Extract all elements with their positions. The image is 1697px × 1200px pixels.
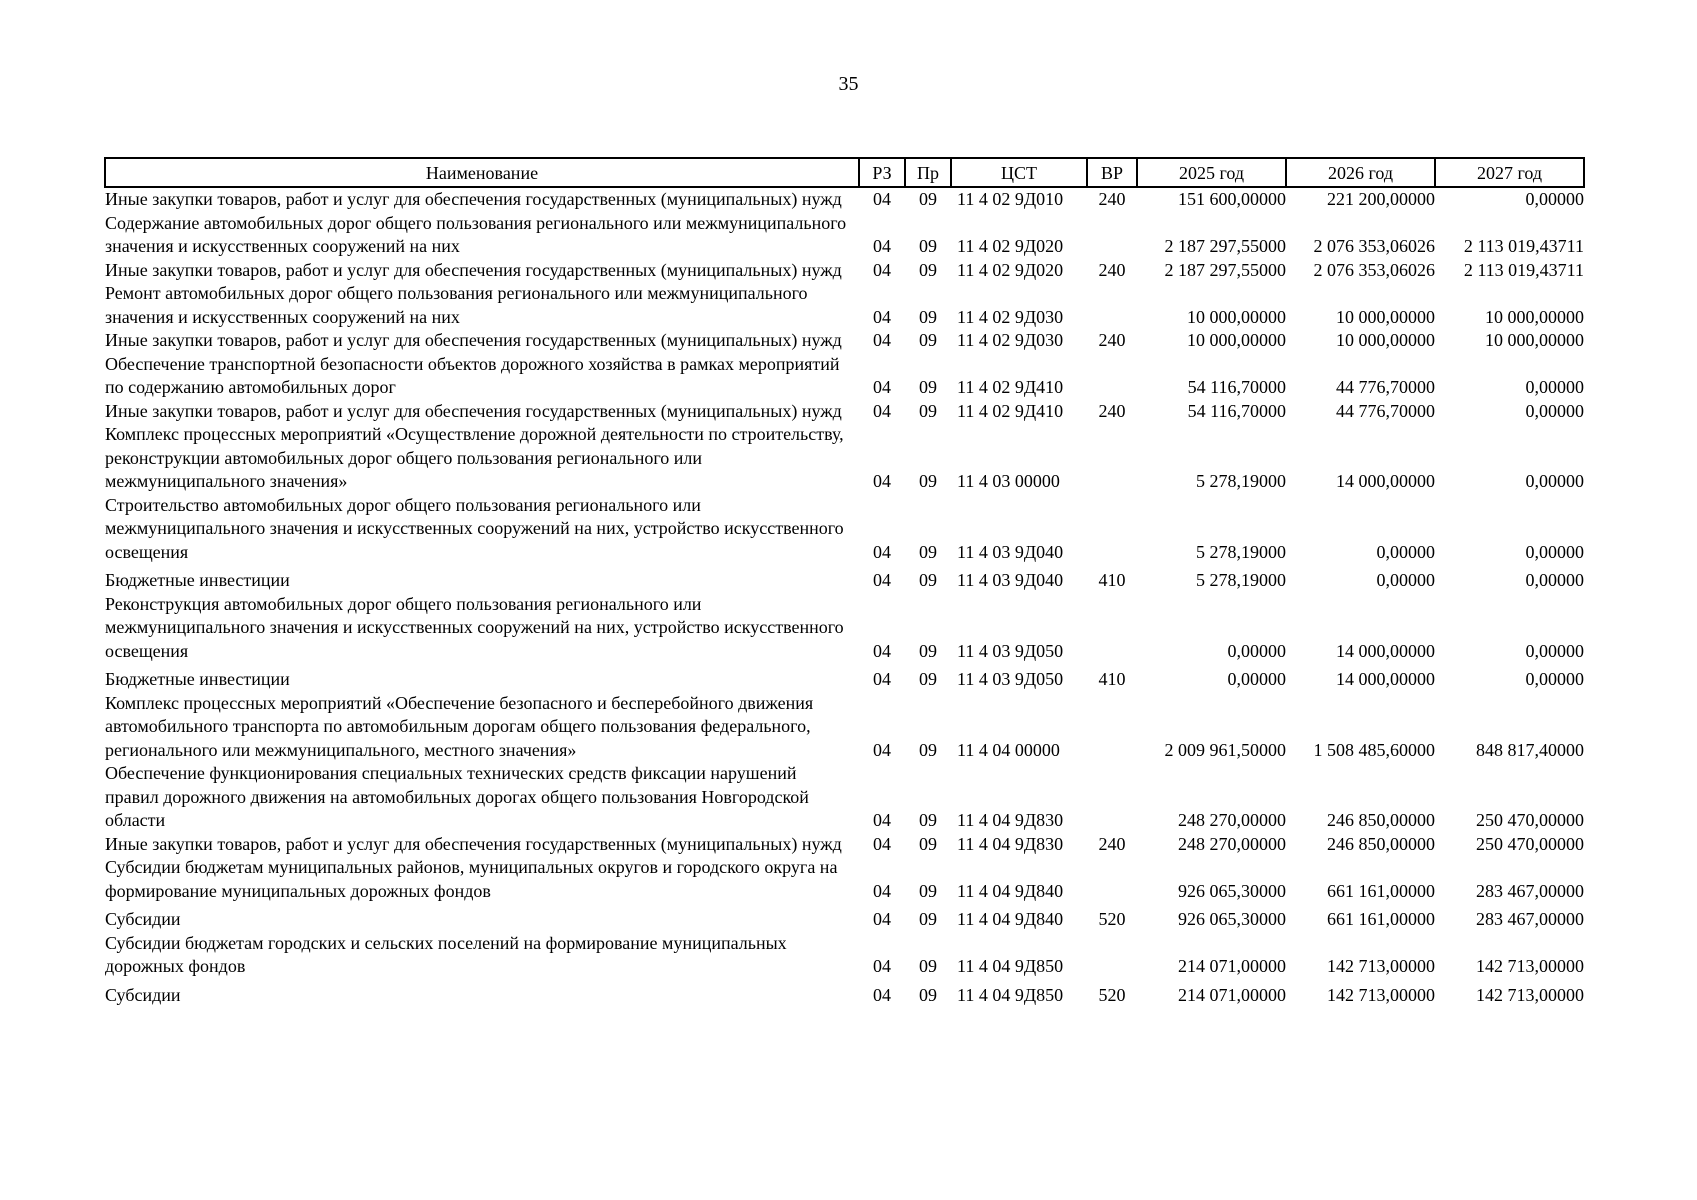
row-pr: 09	[919, 669, 937, 689]
row-2025: 10 000,00000	[1187, 306, 1286, 327]
header-2027: 2027 год	[1435, 158, 1584, 187]
row-cst: 11 4 02 9Д410	[957, 377, 1064, 397]
row-vr: 410	[1098, 570, 1126, 590]
row-name: Иные закупки товаров, работ и услуг для обеспечения государственных (муниципальных) нужд	[105, 400, 842, 421]
row-name: Строительство автомобильных дорог общего пользования регионального или межмуниципального значения и искусственных сооружений на них, устройство искусственного освещения	[105, 494, 844, 562]
table-row	[105, 903, 1584, 932]
row-rz: 04	[873, 570, 891, 590]
row-rz: 04	[873, 189, 891, 209]
row-2025: 214 071,00000	[1178, 956, 1286, 976]
row-pr: 09	[919, 377, 937, 397]
row-cst: 11 4 04 9Д850	[957, 956, 1064, 976]
row-2026: 661 161,00000	[1327, 909, 1435, 929]
row-name: Комплекс процессных мероприятий «Обеспечение безопасного и бесперебойного движения автомобильного транспорта по автомобильным дорогам общего пользования федерального, регионального или межмуниципального, местного значения»	[105, 692, 814, 760]
row-rz: 04	[873, 669, 891, 689]
row-cst: 11 4 04 9Д830	[957, 833, 1064, 854]
row-2026: 14 000,00000	[1336, 669, 1435, 689]
row-name: Субсидии	[105, 984, 181, 1005]
row-name: Субсидии бюджетам городских и сельских поселений на формирование муниципальных дорожных фондов	[105, 932, 787, 976]
row-name: Субсидии	[105, 909, 181, 929]
row-2025: 151 600,00000	[1178, 189, 1286, 209]
table-row	[105, 762, 1584, 833]
table-row	[105, 212, 1584, 259]
row-rz: 04	[873, 400, 891, 421]
header-row	[105, 158, 1584, 187]
row-rz: 04	[873, 471, 891, 491]
row-2026: 142 713,00000	[1327, 956, 1435, 976]
table-row	[105, 593, 1584, 664]
row-rz: 04	[873, 640, 891, 661]
row-2025: 5 278,19000	[1196, 471, 1286, 491]
row-name: Обеспечение функционирования специальных технических средств фиксации нарушений правил дорожного движения на автомобильных дорогах общего пользования Новгородской области	[105, 763, 809, 830]
row-2027: 142 713,00000	[1476, 984, 1584, 1005]
row-2026: 221 200,00000	[1327, 189, 1435, 209]
row-cst: 11 4 02 9Д030	[957, 306, 1064, 327]
row-name: Ремонт автомобильных дорог общего пользования регионального или межмуниципального значения и искусственных сооружений на них	[105, 283, 808, 327]
row-rz: 04	[873, 739, 891, 760]
row-rz: 04	[873, 984, 891, 1005]
row-2027: 10 000,00000	[1485, 330, 1584, 350]
row-2025: 5 278,19000	[1196, 570, 1286, 590]
row-2027: 250 470,00000	[1476, 833, 1584, 854]
row-cst: 11 4 02 9Д010	[957, 189, 1064, 209]
row-pr: 09	[919, 909, 937, 929]
row-2025: 926 065,30000	[1178, 880, 1286, 901]
row-2027: 0,00000	[1525, 400, 1584, 421]
row-2026: 44 776,70000	[1336, 377, 1435, 397]
row-cst: 11 4 03 9Д040	[957, 570, 1064, 590]
row-2027: 283 467,00000	[1476, 909, 1584, 929]
row-cst: 11 4 04 9Д830	[957, 810, 1064, 830]
row-vr: 520	[1098, 909, 1126, 929]
row-vr: 240	[1098, 330, 1126, 350]
row-2025: 926 065,30000	[1178, 909, 1286, 929]
row-pr: 09	[919, 189, 937, 209]
table-row	[105, 400, 1584, 424]
row-name: Иные закупки товаров, работ и услуг для обеспечения государственных (муниципальных) нужд	[105, 330, 842, 350]
table-row	[105, 259, 1584, 283]
row-cst: 11 4 04 9Д840	[957, 909, 1064, 929]
row-vr: 240	[1098, 833, 1126, 854]
table-row	[105, 353, 1584, 400]
row-2026: 246 850,00000	[1327, 810, 1435, 830]
row-2027: 848 817,40000	[1476, 739, 1584, 760]
row-2027: 0,00000	[1525, 640, 1584, 661]
row-vr	[1087, 494, 1137, 565]
row-name: Иные закупки товаров, работ и услуг для обеспечения государственных (муниципальных) нужд	[105, 189, 842, 209]
row-pr: 09	[919, 739, 937, 760]
row-rz: 04	[873, 880, 891, 901]
row-name: Бюджетные инвестиции	[105, 570, 290, 590]
row-2027: 283 467,00000	[1476, 880, 1584, 901]
row-rz: 04	[873, 909, 891, 929]
row-cst: 11 4 04 9Д840	[957, 880, 1064, 901]
row-2025: 2 187 297,55000	[1164, 259, 1286, 280]
header-pr: Пр	[905, 158, 951, 187]
table-header	[105, 158, 1584, 187]
row-cst: 11 4 02 9Д410	[957, 400, 1064, 421]
row-pr: 09	[919, 570, 937, 590]
row-pr: 09	[919, 956, 937, 976]
row-cst: 11 4 04 9Д850	[957, 984, 1064, 1005]
row-vr	[1087, 282, 1137, 329]
row-cst: 11 4 02 9Д030	[957, 330, 1064, 350]
table-row	[105, 564, 1584, 593]
row-2025: 214 071,00000	[1178, 984, 1286, 1005]
row-2027: 0,00000	[1525, 669, 1584, 689]
table-row	[105, 932, 1584, 979]
row-vr: 240	[1098, 189, 1126, 209]
table-row	[105, 494, 1584, 565]
row-vr	[1087, 856, 1137, 903]
row-2026: 661 161,00000	[1327, 880, 1435, 901]
table-row	[105, 187, 1584, 212]
row-pr: 09	[919, 833, 937, 854]
row-vr: 520	[1098, 984, 1126, 1005]
row-pr: 09	[919, 306, 937, 327]
row-rz: 04	[873, 259, 891, 280]
row-pr: 09	[919, 640, 937, 661]
row-2027: 0,00000	[1525, 377, 1584, 397]
row-name: Иные закупки товаров, работ и услуг для обеспечения государственных (муниципальных) нужд	[105, 833, 842, 854]
row-vr: 410	[1098, 669, 1126, 689]
row-pr: 09	[919, 236, 937, 256]
row-vr	[1087, 212, 1137, 259]
row-2025: 2 009 961,50000	[1164, 739, 1286, 760]
row-name: Обеспечение транспортной безопасности объектов дорожного хозяйства в рамках мероприятий по содержанию автомобильных дорог	[105, 353, 840, 397]
row-2026: 0,00000	[1376, 541, 1435, 562]
row-vr	[1087, 932, 1137, 979]
row-name: Иные закупки товаров, работ и услуг для обеспечения государственных (муниципальных) нужд	[105, 259, 842, 280]
row-2027: 2 113 019,43711	[1463, 259, 1584, 280]
row-2025: 5 278,19000	[1196, 541, 1286, 562]
row-2027: 0,00000	[1525, 471, 1584, 491]
row-vr	[1087, 692, 1137, 763]
row-2027: 0,00000	[1525, 570, 1584, 590]
table-row	[105, 692, 1584, 763]
row-2027: 142 713,00000	[1476, 956, 1584, 976]
row-pr: 09	[919, 810, 937, 830]
row-name: Реконструкция автомобильных дорог общего пользования регионального или межмуниципального значения и искусственных сооружений на них, устройство искусственного освещения	[105, 593, 844, 661]
header-vr: ВР	[1087, 158, 1137, 187]
row-2026: 1 508 485,60000	[1313, 739, 1435, 760]
row-cst: 11 4 02 9Д020	[957, 236, 1064, 256]
row-2027: 2 113 019,43711	[1463, 236, 1584, 256]
header-name: Наименование	[105, 158, 859, 187]
row-rz: 04	[873, 377, 891, 397]
header-cst: ЦСТ	[951, 158, 1087, 187]
row-2025: 248 270,00000	[1178, 810, 1286, 830]
budget-table	[104, 157, 1585, 1007]
table-row	[105, 329, 1584, 353]
row-pr: 09	[919, 984, 937, 1005]
row-2025: 0,00000	[1227, 640, 1286, 661]
page-number: 35	[838, 73, 859, 95]
row-cst: 11 4 03 9Д050	[957, 640, 1064, 661]
row-2025: 248 270,00000	[1178, 833, 1286, 854]
row-2025: 54 116,70000	[1187, 377, 1286, 397]
row-rz: 04	[873, 956, 891, 976]
row-2027: 250 470,00000	[1476, 810, 1584, 830]
row-vr	[1087, 762, 1137, 833]
row-rz: 04	[873, 330, 891, 350]
row-2026: 14 000,00000	[1336, 640, 1435, 661]
row-name: Содержание автомобильных дорог общего пользования регионального или межмуниципального значения и искусственных сооружений на них	[105, 212, 847, 256]
row-cst: 11 4 02 9Д020	[957, 259, 1064, 280]
row-pr: 09	[919, 330, 937, 350]
table-row	[105, 663, 1584, 692]
row-2027: 0,00000	[1525, 541, 1584, 562]
row-name: Комплекс процессных мероприятий «Осуществление дорожной деятельности по строительству, реконструкции автомобильных дорог общего пользования регионального или межмуниципального значения»	[105, 424, 844, 491]
row-2026: 142 713,00000	[1327, 984, 1435, 1005]
row-cst: 11 4 03 00000	[957, 471, 1060, 491]
row-cst: 11 4 03 9Д050	[957, 669, 1064, 689]
table-row	[105, 282, 1584, 329]
row-2026: 10 000,00000	[1336, 306, 1435, 327]
row-name: Бюджетные инвестиции	[105, 669, 290, 689]
row-cst: 11 4 03 9Д040	[957, 541, 1064, 562]
row-vr	[1087, 593, 1137, 664]
row-2026: 246 850,00000	[1327, 833, 1435, 854]
row-pr: 09	[919, 259, 937, 280]
row-pr: 09	[919, 880, 937, 901]
header-2025: 2025 год	[1137, 158, 1286, 187]
row-rz: 04	[873, 541, 891, 562]
header-2026: 2026 год	[1286, 158, 1435, 187]
row-cst: 11 4 04 00000	[957, 739, 1060, 760]
row-2027: 0,00000	[1525, 189, 1584, 209]
row-pr: 09	[919, 471, 937, 491]
row-2025: 0,00000	[1227, 669, 1286, 689]
row-vr: 240	[1098, 400, 1126, 421]
row-name: Субсидии бюджетам муниципальных районов, муниципальных округов и городского округа на формирование муниципальных дорожных фондов	[105, 857, 838, 901]
row-2027: 10 000,00000	[1485, 306, 1584, 327]
row-vr	[1087, 423, 1137, 494]
row-2026: 2 076 353,06026	[1313, 259, 1435, 280]
row-rz: 04	[873, 833, 891, 854]
row-2026: 2 076 353,06026	[1313, 236, 1435, 256]
table-row	[105, 423, 1584, 494]
row-rz: 04	[873, 810, 891, 830]
row-2025: 54 116,70000	[1187, 400, 1286, 421]
row-vr: 240	[1098, 259, 1126, 280]
row-rz: 04	[873, 306, 891, 327]
table-row	[105, 856, 1584, 903]
row-2026: 14 000,00000	[1336, 471, 1435, 491]
table-body	[105, 187, 1584, 1007]
row-pr: 09	[919, 400, 937, 421]
row-rz: 04	[873, 236, 891, 256]
table-row	[105, 979, 1584, 1008]
row-vr	[1087, 353, 1137, 400]
row-2025: 10 000,00000	[1187, 330, 1286, 350]
row-2026: 10 000,00000	[1336, 330, 1435, 350]
row-2026: 0,00000	[1376, 570, 1435, 590]
table-row	[105, 833, 1584, 857]
row-2026: 44 776,70000	[1336, 400, 1435, 421]
row-pr: 09	[919, 541, 937, 562]
header-rz: РЗ	[859, 158, 905, 187]
row-2025: 2 187 297,55000	[1164, 236, 1286, 256]
